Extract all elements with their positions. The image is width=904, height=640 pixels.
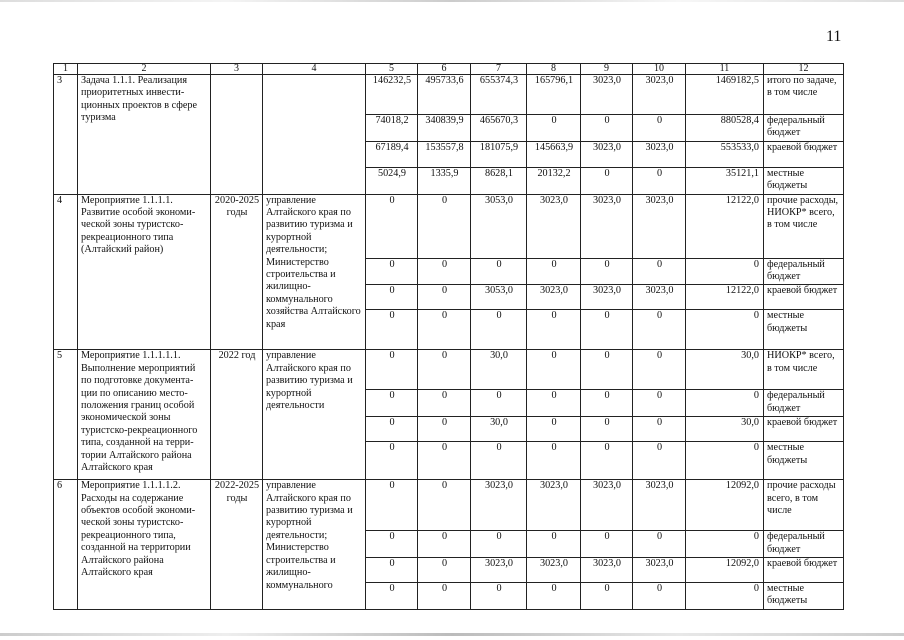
value-cell: 0 <box>527 390 581 417</box>
value-cell: 3023,0 <box>581 75 633 115</box>
value-cell: 3023,0 <box>633 194 686 258</box>
value-cell: 165796,1 <box>527 75 581 115</box>
value-cell: 3023,0 <box>633 141 686 167</box>
value-cell: 20132,2 <box>527 167 581 194</box>
value-cell: 0 <box>527 442 581 480</box>
value-cell: 0 <box>581 167 633 194</box>
value-cell: 0 <box>527 417 581 442</box>
activity-name-cell: Задача 1.1.1. Реализация приоритетных инвести-ционных проектов в сфере туризма <box>78 75 211 195</box>
table-body <box>54 64 844 610</box>
value-cell: 465670,3 <box>471 115 527 142</box>
value-cell: 0 <box>418 194 471 258</box>
col-header: 12 <box>764 64 844 75</box>
value-cell: 30,0 <box>686 350 764 390</box>
funding-source-cell: местные бюджеты <box>764 442 844 480</box>
col-header: 10 <box>633 64 686 75</box>
value-cell: 0 <box>366 390 418 417</box>
table-row <box>54 75 844 115</box>
col-header: 2 <box>78 64 211 75</box>
value-cell: 880528,4 <box>686 115 764 142</box>
value-cell: 0 <box>471 442 527 480</box>
funding-source-cell: краевой бюджет <box>764 558 844 583</box>
value-cell: 0 <box>527 310 581 350</box>
row-number-cell: 3 <box>54 75 78 195</box>
scan-edge-bottom <box>0 633 904 636</box>
funding-source-cell: прочие расходы всего, в том числе <box>764 480 844 531</box>
value-cell: 0 <box>633 115 686 142</box>
funding-source-cell: краевой бюджет <box>764 141 844 167</box>
value-cell: 0 <box>366 310 418 350</box>
value-cell: 0 <box>366 558 418 583</box>
column-number-row <box>54 64 844 75</box>
program-table-container <box>53 63 844 610</box>
value-cell: 0 <box>686 583 764 610</box>
funding-source-cell: краевой бюджет <box>764 285 844 310</box>
value-cell: 0 <box>633 417 686 442</box>
value-cell: 0 <box>366 442 418 480</box>
value-cell: 0 <box>418 583 471 610</box>
value-cell: 3023,0 <box>527 285 581 310</box>
executor-cell: управление Алтайского края по развитию туризма и курортной деятельности <box>263 350 366 480</box>
value-cell: 3023,0 <box>581 194 633 258</box>
value-cell: 3023,0 <box>471 480 527 531</box>
value-cell: 30,0 <box>686 417 764 442</box>
col-header: 1 <box>54 64 78 75</box>
value-cell: 0 <box>418 417 471 442</box>
activity-name-cell: Мероприятие 1.1.1.1.2. Расходы на содержание объектов особой экономи-ческой зоны туристско-рекреационного типа, созданной на территории Алтайского района Алтайского края <box>78 480 211 610</box>
funding-source-cell: федеральный бюджет <box>764 390 844 417</box>
value-cell: 0 <box>418 442 471 480</box>
funding-source-cell: прочие расходы, НИОКР* всего, в том числе <box>764 194 844 258</box>
value-cell: 0 <box>418 531 471 558</box>
period-cell: 2022-2025 годы <box>211 480 263 610</box>
funding-source-cell: федеральный бюджет <box>764 115 844 142</box>
value-cell: 3053,0 <box>471 285 527 310</box>
value-cell: 0 <box>418 285 471 310</box>
value-cell: 0 <box>471 258 527 285</box>
value-cell: 655374,3 <box>471 75 527 115</box>
funding-source-cell: итого по задаче, в том числе <box>764 75 844 115</box>
value-cell: 12092,0 <box>686 480 764 531</box>
value-cell: 3023,0 <box>581 558 633 583</box>
value-cell: 145663,9 <box>527 141 581 167</box>
value-cell: 3023,0 <box>527 480 581 531</box>
value-cell: 0 <box>366 531 418 558</box>
value-cell: 0 <box>686 531 764 558</box>
executor-cell: управление Алтайского края по развитию туризма и курортной деятельности; Министерство строительства и жилищно-коммунального <box>263 480 366 610</box>
funding-source-cell: местные бюджеты <box>764 310 844 350</box>
value-cell: 0 <box>686 390 764 417</box>
value-cell: 0 <box>633 167 686 194</box>
value-cell: 0 <box>366 194 418 258</box>
value-cell: 3023,0 <box>527 558 581 583</box>
value-cell: 0 <box>418 350 471 390</box>
period-cell: 2020-2025 годы <box>211 194 263 350</box>
value-cell: 0 <box>366 480 418 531</box>
col-header: 9 <box>581 64 633 75</box>
value-cell: 0 <box>581 350 633 390</box>
value-cell: 3023,0 <box>581 480 633 531</box>
value-cell: 0 <box>366 417 418 442</box>
value-cell: 0 <box>418 390 471 417</box>
value-cell: 0 <box>527 350 581 390</box>
value-cell: 181075,9 <box>471 141 527 167</box>
table-row <box>54 194 844 258</box>
col-header: 4 <box>263 64 366 75</box>
value-cell: 0 <box>418 480 471 531</box>
col-header: 8 <box>527 64 581 75</box>
value-cell: 0 <box>633 258 686 285</box>
value-cell: 0 <box>686 442 764 480</box>
value-cell: 0 <box>527 531 581 558</box>
period-cell <box>211 75 263 195</box>
value-cell: 30,0 <box>471 350 527 390</box>
row-number-cell: 6 <box>54 480 78 610</box>
value-cell: 0 <box>581 310 633 350</box>
period-cell: 2022 год <box>211 350 263 480</box>
value-cell: 8628,1 <box>471 167 527 194</box>
executor-cell <box>263 75 366 195</box>
value-cell: 153557,8 <box>418 141 471 167</box>
value-cell: 0 <box>581 417 633 442</box>
value-cell: 0 <box>366 583 418 610</box>
funding-source-cell: федеральный бюджет <box>764 531 844 558</box>
table-row <box>54 350 844 390</box>
scan-edge-top <box>0 0 904 2</box>
value-cell: 0 <box>471 583 527 610</box>
value-cell: 0 <box>686 258 764 285</box>
value-cell: 0 <box>633 390 686 417</box>
value-cell: 1335,9 <box>418 167 471 194</box>
value-cell: 3023,0 <box>633 558 686 583</box>
value-cell: 0 <box>471 390 527 417</box>
value-cell: 0 <box>527 583 581 610</box>
value-cell: 3023,0 <box>581 285 633 310</box>
value-cell: 1469182,5 <box>686 75 764 115</box>
value-cell: 0 <box>581 583 633 610</box>
value-cell: 3023,0 <box>633 480 686 531</box>
col-header: 7 <box>471 64 527 75</box>
value-cell: 0 <box>418 258 471 285</box>
col-header: 5 <box>366 64 418 75</box>
value-cell: 0 <box>366 285 418 310</box>
value-cell: 0 <box>527 115 581 142</box>
funding-source-cell: местные бюджеты <box>764 583 844 610</box>
value-cell: 0 <box>633 442 686 480</box>
value-cell: 0 <box>418 310 471 350</box>
funding-source-cell: местные бюджеты <box>764 167 844 194</box>
value-cell: 0 <box>581 115 633 142</box>
col-header: 11 <box>686 64 764 75</box>
funding-source-cell: краевой бюджет <box>764 417 844 442</box>
value-cell: 0 <box>471 531 527 558</box>
activity-name-cell: Мероприятие 1.1.1.1.1. Выполнение мероприятий по подготовке документа-ции по описанию место-положения границ особой экономической зоны туристско-рекреационного типа, созданной на терри-тории Алтайского района Алтайского края <box>78 350 211 480</box>
value-cell: 0 <box>581 442 633 480</box>
value-cell: 0 <box>581 258 633 285</box>
activity-name-cell: Мероприятие 1.1.1.1. Развитие особой экономи-ческой зоны туристско-рекреационного типа (Алтайский район) <box>78 194 211 350</box>
value-cell: 0 <box>366 350 418 390</box>
col-header: 3 <box>211 64 263 75</box>
table-row <box>54 480 844 531</box>
value-cell: 553533,0 <box>686 141 764 167</box>
value-cell: 3023,0 <box>527 194 581 258</box>
value-cell: 3023,0 <box>633 285 686 310</box>
program-table <box>53 63 844 610</box>
value-cell: 0 <box>633 583 686 610</box>
value-cell: 3023,0 <box>581 141 633 167</box>
row-number-cell: 4 <box>54 194 78 350</box>
value-cell: 340839,9 <box>418 115 471 142</box>
value-cell: 3053,0 <box>471 194 527 258</box>
value-cell: 3023,0 <box>471 558 527 583</box>
value-cell: 5024,9 <box>366 167 418 194</box>
value-cell: 495733,6 <box>418 75 471 115</box>
row-number-cell: 5 <box>54 350 78 480</box>
value-cell: 0 <box>418 558 471 583</box>
value-cell: 0 <box>581 390 633 417</box>
funding-source-cell: федеральный бюджет <box>764 258 844 285</box>
value-cell: 0 <box>581 531 633 558</box>
value-cell: 12092,0 <box>686 558 764 583</box>
page-number: 11 <box>826 28 842 45</box>
value-cell: 12122,0 <box>686 285 764 310</box>
value-cell: 0 <box>471 310 527 350</box>
value-cell: 35121,1 <box>686 167 764 194</box>
value-cell: 3023,0 <box>633 75 686 115</box>
executor-cell: управление Алтайского края по развитию туризма и курортной деятельности; Министерство строительства и жилищно-коммунального хозяйства Алтайского края <box>263 194 366 350</box>
value-cell: 0 <box>633 350 686 390</box>
value-cell: 0 <box>633 310 686 350</box>
col-header: 6 <box>418 64 471 75</box>
value-cell: 74018,2 <box>366 115 418 142</box>
value-cell: 12122,0 <box>686 194 764 258</box>
value-cell: 30,0 <box>471 417 527 442</box>
value-cell: 146232,5 <box>366 75 418 115</box>
value-cell: 0 <box>527 258 581 285</box>
value-cell: 0 <box>633 531 686 558</box>
funding-source-cell: НИОКР* всего, в том числе <box>764 350 844 390</box>
value-cell: 0 <box>686 310 764 350</box>
value-cell: 67189,4 <box>366 141 418 167</box>
value-cell: 0 <box>366 258 418 285</box>
